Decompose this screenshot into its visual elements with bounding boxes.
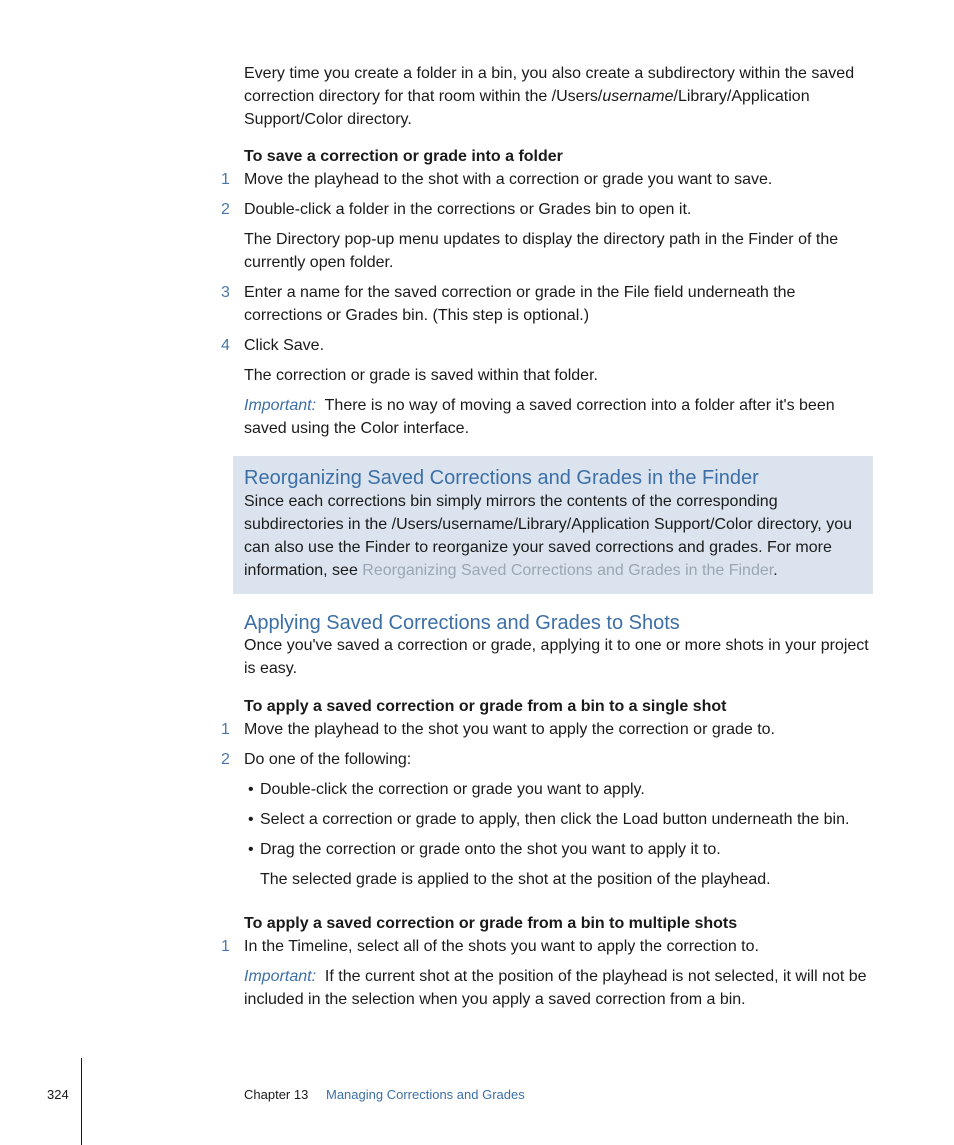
important-label: Important: <box>244 397 317 414</box>
important-note <box>244 394 876 440</box>
footer-divider <box>81 1058 82 1145</box>
bullet-icon: • <box>248 781 254 798</box>
note-link[interactable]: Reorganizing Saved Corrections and Grades in the Finder <box>362 562 774 579</box>
footer-chapter: Chapter 13 <box>244 1087 309 1102</box>
step-number: 2 <box>221 751 230 768</box>
step-result: The Directory pop-up menu updates to display the directory path in the Finder of the currently open folder. <box>244 231 839 271</box>
note-end: . <box>773 562 778 579</box>
intro-text-after: /Library/Application Support/Color directory. <box>244 88 810 128</box>
intro-paragraph <box>244 62 876 131</box>
important-text: There is no way of moving a saved correction into a folder after it's been saved using the Color interface. <box>244 397 835 437</box>
intro-text-italic: username <box>602 88 674 105</box>
note-heading: Reorganizing Saved Corrections and Grades in the Finder <box>244 467 759 489</box>
step-text: Double-click a folder in the corrections or Grades bin to open it. <box>244 201 692 218</box>
procedure-title: To save a correction or grade into a folder <box>244 148 563 165</box>
step-number: 3 <box>221 284 230 301</box>
section-intro: Once you've saved a correction or grade, applying it to one or more shots in your project is easy. <box>244 637 869 677</box>
step-number: 1 <box>221 938 230 955</box>
step-text: Move the playhead to the shot with a correction or grade you want to save. <box>244 171 773 188</box>
step-number: 1 <box>221 171 230 188</box>
bullet-result: The selected grade is applied to the shot at the position of the playhead. <box>260 871 771 888</box>
footer-chapter-title: Managing Corrections and Grades <box>326 1087 525 1102</box>
step-number: 4 <box>221 337 230 354</box>
important-label: Important: <box>244 968 317 985</box>
intro-text-before: Every time you create a folder in a bin, you also create a subdirectory within the saved correction directory for that room within the /Users/ <box>244 65 855 105</box>
procedure-title: To apply a saved correction or grade from a bin to multiple shots <box>244 915 738 932</box>
step-result: The correction or grade is saved within that folder. <box>244 367 598 384</box>
bullet-text: Select a correction or grade to apply, then click the Load button underneath the bin. <box>260 811 850 828</box>
page-number: 324 <box>47 1087 69 1102</box>
important-text: If the current shot at the position of the playhead is not selected, it will not be included in the selection when you apply a saved correction from a bin. <box>244 968 867 1008</box>
step-text: Do one of the following: <box>244 751 412 768</box>
bullet-icon: • <box>248 841 254 858</box>
bullet-icon: • <box>248 811 254 828</box>
section-heading: Applying Saved Corrections and Grades to Shots <box>244 612 680 634</box>
step-number: 2 <box>221 201 230 218</box>
step-text: Click Save. <box>244 337 325 354</box>
step-number: 1 <box>221 721 230 738</box>
note-paragraph <box>244 490 876 582</box>
procedure-title: To apply a saved correction or grade from a bin to a single shot <box>244 698 727 715</box>
bullet-text: Double-click the correction or grade you want to apply. <box>260 781 645 798</box>
note-text: Since each corrections bin simply mirrors the contents of the corresponding subdirectories in the /Users/username/Library/Application Support/Color directory, you can also use the Finder to reorganize your saved corrections and grades. For more information, see <box>244 493 852 579</box>
bullet-text: Drag the correction or grade onto the shot you want to apply it to. <box>260 841 721 858</box>
step-text: In the Timeline, select all of the shots you want to apply the correction to. <box>244 938 759 955</box>
step-text: Move the playhead to the shot you want to apply the correction or grade to. <box>244 721 775 738</box>
step-text: Enter a name for the saved correction or grade in the File field underneath the corrections or Grades bin. (This step is optional.) <box>244 284 796 324</box>
important-note <box>244 965 876 1011</box>
